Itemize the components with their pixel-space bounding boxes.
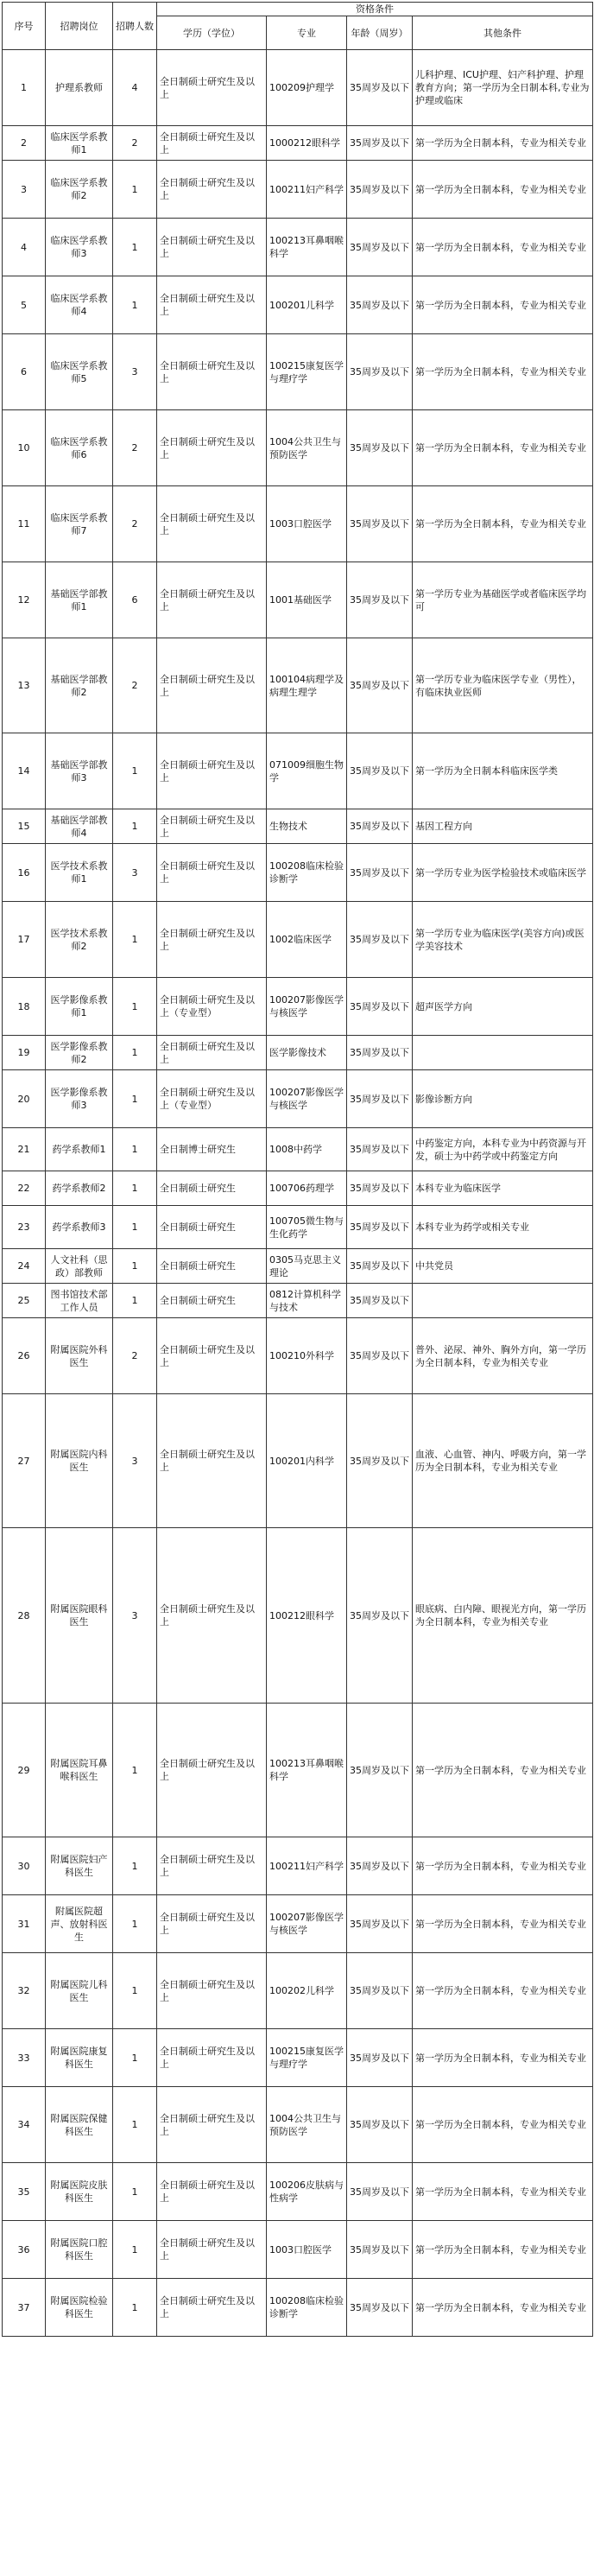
cell-education: 全日制硕士研究生及以上 — [157, 1837, 267, 1895]
table-row — [3, 1070, 593, 1128]
cell-position: 附属医院康复科医生 — [46, 2029, 113, 2087]
cell-education: 全日制硕士研究生及以上 — [157, 276, 267, 334]
table-row — [3, 562, 593, 638]
cell-count: 1 — [113, 1953, 157, 2029]
cell-education: 全日制硕士研究生及以上 — [157, 161, 267, 219]
table-row — [3, 1171, 593, 1206]
cell-count: 1 — [113, 1171, 157, 1206]
cell-count: 1 — [113, 1036, 157, 1070]
cell-seq: 31 — [3, 1895, 46, 1953]
cell-seq: 29 — [3, 1704, 46, 1837]
cell-seq: 1 — [3, 50, 46, 126]
cell-position: 附属医院耳鼻喉科医生 — [46, 1704, 113, 1837]
cell-education: 全日制硕士研究生及以上 — [157, 486, 267, 562]
cell-count: 3 — [113, 334, 157, 410]
table-row — [3, 1318, 593, 1394]
header-qualification-group: 资格条件 — [157, 3, 593, 16]
cell-age: 35周岁及以下 — [347, 2029, 413, 2087]
cell-other: 第一学历专业为临床医学专业（男性），有临床执业医师 — [413, 638, 593, 733]
cell-count: 1 — [113, 276, 157, 334]
cell-age: 35周岁及以下 — [347, 562, 413, 638]
cell-major: 生物技术 — [267, 809, 347, 844]
cell-education: 全日制硕士研究生及以上 — [157, 562, 267, 638]
cell-count: 1 — [113, 1249, 157, 1284]
cell-major: 100208临床检验诊断学 — [267, 2279, 347, 2337]
cell-major: 100215康复医学与理疗学 — [267, 334, 347, 410]
cell-major: 100206皮肤病与性病学 — [267, 2163, 347, 2221]
cell-other: 第一学历为全日制本科，专业为相关专业 — [413, 410, 593, 486]
header-other: 其他条件 — [413, 16, 593, 50]
cell-count: 1 — [113, 1837, 157, 1895]
cell-major: 100705微生物与生化药学 — [267, 1206, 347, 1249]
cell-seq: 3 — [3, 161, 46, 219]
cell-position: 附属医院眼科医生 — [46, 1528, 113, 1704]
cell-seq: 28 — [3, 1528, 46, 1704]
table-row — [3, 1528, 593, 1704]
cell-seq: 32 — [3, 1953, 46, 2029]
cell-position: 附属医院内科医生 — [46, 1394, 113, 1528]
cell-other: 眼底病、白内障、眼视光方向，第一学历为全日制本科，专业为相关专业 — [413, 1528, 593, 1704]
cell-count: 2 — [113, 638, 157, 733]
table-row — [3, 809, 593, 844]
cell-major: 100208临床检验诊断学 — [267, 844, 347, 902]
cell-seq: 30 — [3, 1837, 46, 1895]
cell-position: 临床医学系教师3 — [46, 219, 113, 276]
cell-position: 医学技术系教师2 — [46, 902, 113, 978]
cell-age: 35周岁及以下 — [347, 809, 413, 844]
cell-other: 第一学历为全日制本科，专业为相关专业 — [413, 276, 593, 334]
cell-position: 附属医院口腔科医生 — [46, 2221, 113, 2279]
cell-seq: 20 — [3, 1070, 46, 1128]
cell-major: 医学影像技术 — [267, 1036, 347, 1070]
header-seq: 序号 — [3, 3, 46, 50]
table-row — [3, 2221, 593, 2279]
cell-age: 35周岁及以下 — [347, 1171, 413, 1206]
cell-seq: 26 — [3, 1318, 46, 1394]
cell-position: 基础医学部教师1 — [46, 562, 113, 638]
cell-count: 2 — [113, 126, 157, 161]
cell-count: 4 — [113, 50, 157, 126]
cell-position: 药学系教师2 — [46, 1171, 113, 1206]
cell-position: 临床医学系教师1 — [46, 126, 113, 161]
table-row — [3, 1895, 593, 1953]
cell-count: 1 — [113, 2087, 157, 2163]
cell-education: 全日制硕士研究生及以上 — [157, 2029, 267, 2087]
cell-other: 第一学历为全日制本科，专业为相关专业 — [413, 1837, 593, 1895]
cell-other: 第一学历为全日制本科，专业为相关专业 — [413, 161, 593, 219]
cell-count: 1 — [113, 1704, 157, 1837]
cell-count: 1 — [113, 2279, 157, 2337]
cell-major: 1000212眼科学 — [267, 126, 347, 161]
table-row — [3, 1284, 593, 1318]
cell-education: 全日制硕士研究生及以上 — [157, 219, 267, 276]
cell-age: 35周岁及以下 — [347, 733, 413, 809]
cell-education: 全日制硕士研究生 — [157, 1249, 267, 1284]
table-row — [3, 1394, 593, 1528]
cell-major: 100706药理学 — [267, 1171, 347, 1206]
cell-age: 35周岁及以下 — [347, 219, 413, 276]
cell-education: 全日制硕士研究生 — [157, 1284, 267, 1318]
table-row — [3, 161, 593, 219]
cell-seq: 12 — [3, 562, 46, 638]
cell-age: 35周岁及以下 — [347, 1953, 413, 2029]
table-row — [3, 486, 593, 562]
cell-other: 影像诊断方向 — [413, 1070, 593, 1128]
cell-education: 全日制硕士研究生及以上 — [157, 2087, 267, 2163]
cell-other: 第一学历为全日制本科，专业为相关专业 — [413, 2087, 593, 2163]
cell-other: 本科专业为药学或相关专业 — [413, 1206, 593, 1249]
cell-seq: 35 — [3, 2163, 46, 2221]
cell-major: 100207影像医学与核医学 — [267, 1895, 347, 1953]
cell-position: 药学系教师1 — [46, 1128, 113, 1171]
cell-seq: 37 — [3, 2279, 46, 2337]
cell-position: 临床医学系教师6 — [46, 410, 113, 486]
cell-other: 第一学历为全日制本科，专业为相关专业 — [413, 219, 593, 276]
cell-other — [413, 1284, 593, 1318]
cell-education: 全日制硕士研究生及以上 — [157, 1036, 267, 1070]
cell-position: 医学影像系教师1 — [46, 978, 113, 1036]
recruitment-table-container — [2, 2, 592, 2337]
cell-seq: 24 — [3, 1249, 46, 1284]
cell-age: 35周岁及以下 — [347, 486, 413, 562]
cell-education: 全日制硕士研究生及以上 — [157, 410, 267, 486]
cell-count: 1 — [113, 161, 157, 219]
cell-education: 全日制博士研究生 — [157, 1128, 267, 1171]
cell-education: 全日制硕士研究生 — [157, 1206, 267, 1249]
cell-other: 第一学历为全日制本科，专业为相关专业 — [413, 1895, 593, 1953]
cell-other: 第一学历为全日制本科，专业为相关专业 — [413, 486, 593, 562]
cell-seq: 18 — [3, 978, 46, 1036]
cell-age: 35周岁及以下 — [347, 410, 413, 486]
cell-count: 1 — [113, 733, 157, 809]
cell-position: 医学影像系教师3 — [46, 1070, 113, 1128]
cell-age: 35周岁及以下 — [347, 978, 413, 1036]
cell-major: 071009细胞生物学 — [267, 733, 347, 809]
cell-other — [413, 1036, 593, 1070]
cell-major: 100211妇产科学 — [267, 161, 347, 219]
table-row — [3, 1128, 593, 1171]
cell-education: 全日制硕士研究生及以上 — [157, 638, 267, 733]
table-row — [3, 219, 593, 276]
cell-education: 全日制硕士研究生 — [157, 1171, 267, 1206]
cell-major: 1002临床医学 — [267, 902, 347, 978]
cell-count: 1 — [113, 1206, 157, 1249]
table-row — [3, 1249, 593, 1284]
cell-seq: 4 — [3, 219, 46, 276]
cell-major: 1003口腔医学 — [267, 2221, 347, 2279]
cell-age: 35周岁及以下 — [347, 2279, 413, 2337]
cell-position: 医学技术系教师1 — [46, 844, 113, 902]
cell-other: 第一学历为全日制本科，专业为相关专业 — [413, 126, 593, 161]
cell-count: 2 — [113, 410, 157, 486]
cell-major: 100104病理学及病理生理学 — [267, 638, 347, 733]
cell-major: 100213耳鼻咽喉科学 — [267, 1704, 347, 1837]
cell-count: 1 — [113, 809, 157, 844]
cell-count: 2 — [113, 486, 157, 562]
cell-major: 100201儿科学 — [267, 276, 347, 334]
cell-age: 35周岁及以下 — [347, 1895, 413, 1953]
cell-position: 附属医院外科医生 — [46, 1318, 113, 1394]
cell-major: 1003口腔医学 — [267, 486, 347, 562]
cell-position: 临床医学系教师7 — [46, 486, 113, 562]
cell-count: 1 — [113, 1284, 157, 1318]
cell-education: 全日制硕士研究生及以上 — [157, 733, 267, 809]
table-row — [3, 410, 593, 486]
cell-count: 3 — [113, 844, 157, 902]
cell-major: 100202儿科学 — [267, 1953, 347, 2029]
cell-seq: 33 — [3, 2029, 46, 2087]
cell-education: 全日制硕士研究生及以上 — [157, 844, 267, 902]
cell-major: 1004公共卫生与预防医学 — [267, 2087, 347, 2163]
cell-education: 全日制硕士研究生及以上 — [157, 1394, 267, 1528]
cell-education: 全日制硕士研究生及以上 — [157, 2221, 267, 2279]
cell-position: 附属医院保健科医生 — [46, 2087, 113, 2163]
cell-count: 1 — [113, 1070, 157, 1128]
cell-age: 35周岁及以下 — [347, 902, 413, 978]
cell-other: 血液、心血管、神内、呼吸方向，第一学历为全日制本科，专业为相关专业 — [413, 1394, 593, 1528]
cell-position: 护理系教师 — [46, 50, 113, 126]
cell-major: 0812计算机科学与技术 — [267, 1284, 347, 1318]
cell-other: 第一学历为全日制本科，专业为相关专业 — [413, 2279, 593, 2337]
cell-age: 35周岁及以下 — [347, 161, 413, 219]
cell-other: 第一学历专业为临床医学(美容方向)或医学美容技术 — [413, 902, 593, 978]
cell-position: 图书馆技术部工作人员 — [46, 1284, 113, 1318]
cell-seq: 36 — [3, 2221, 46, 2279]
cell-age: 35周岁及以下 — [347, 1128, 413, 1171]
cell-education: 全日制硕士研究生及以上 — [157, 902, 267, 978]
cell-education: 全日制硕士研究生及以上 — [157, 809, 267, 844]
cell-seq: 22 — [3, 1171, 46, 1206]
table-row — [3, 2163, 593, 2221]
cell-education: 全日制硕士研究生及以上 — [157, 1704, 267, 1837]
cell-age: 35周岁及以下 — [347, 1318, 413, 1394]
cell-position: 临床医学系教师4 — [46, 276, 113, 334]
cell-other: 第一学历为全日制本科，专业为相关专业 — [413, 2163, 593, 2221]
cell-seq: 23 — [3, 1206, 46, 1249]
cell-position: 附属医院皮肤科医生 — [46, 2163, 113, 2221]
table-row — [3, 2029, 593, 2087]
cell-major: 1004公共卫生与预防医学 — [267, 410, 347, 486]
cell-other: 基因工程方向 — [413, 809, 593, 844]
cell-age: 35周岁及以下 — [347, 2221, 413, 2279]
cell-age: 35周岁及以下 — [347, 1528, 413, 1704]
recruitment-table — [2, 2, 593, 2337]
cell-other: 中药鉴定方向，本科专业为中药资源与开发，硕士为中药学或中药鉴定方向 — [413, 1128, 593, 1171]
cell-seq: 2 — [3, 126, 46, 161]
cell-count: 1 — [113, 1128, 157, 1171]
cell-seq: 27 — [3, 1394, 46, 1528]
cell-major: 1008中药学 — [267, 1128, 347, 1171]
cell-count: 1 — [113, 978, 157, 1036]
cell-count: 1 — [113, 2029, 157, 2087]
cell-count: 1 — [113, 2163, 157, 2221]
table-row — [3, 2279, 593, 2337]
cell-education: 全日制硕士研究生及以上 — [157, 1895, 267, 1953]
cell-education: 全日制硕士研究生及以上 — [157, 1318, 267, 1394]
cell-seq: 16 — [3, 844, 46, 902]
cell-education: 全日制硕士研究生及以上 — [157, 334, 267, 410]
table-row — [3, 1953, 593, 2029]
cell-other: 第一学历为全日制本科，专业为相关专业 — [413, 2221, 593, 2279]
cell-count: 1 — [113, 1895, 157, 1953]
cell-seq: 19 — [3, 1036, 46, 1070]
cell-other: 第一学历为全日制本科，专业为相关专业 — [413, 1704, 593, 1837]
cell-other: 第一学历为全日制本科，专业为相关专业 — [413, 1953, 593, 2029]
cell-age: 35周岁及以下 — [347, 334, 413, 410]
cell-major: 100201内科学 — [267, 1394, 347, 1528]
cell-age: 35周岁及以下 — [347, 2163, 413, 2221]
cell-education: 全日制硕士研究生及以上 — [157, 1528, 267, 1704]
table-row — [3, 276, 593, 334]
cell-major: 100215康复医学与理疗学 — [267, 2029, 347, 2087]
cell-position: 医学影像系教师2 — [46, 1036, 113, 1070]
cell-education: 全日制硕士研究生及以上（专业型） — [157, 978, 267, 1036]
cell-age: 35周岁及以下 — [347, 126, 413, 161]
cell-seq: 34 — [3, 2087, 46, 2163]
cell-position: 基础医学部教师3 — [46, 733, 113, 809]
cell-other: 第一学历为全日制本科，专业为相关专业 — [413, 2029, 593, 2087]
cell-major: 100212眼科学 — [267, 1528, 347, 1704]
table-row — [3, 1837, 593, 1895]
cell-age: 35周岁及以下 — [347, 276, 413, 334]
cell-count: 1 — [113, 902, 157, 978]
cell-count: 6 — [113, 562, 157, 638]
cell-major: 100211妇产科学 — [267, 1837, 347, 1895]
cell-position: 药学系教师3 — [46, 1206, 113, 1249]
cell-age: 35周岁及以下 — [347, 1249, 413, 1284]
cell-other: 中共党员 — [413, 1249, 593, 1284]
cell-seq: 21 — [3, 1128, 46, 1171]
cell-seq: 11 — [3, 486, 46, 562]
cell-major: 100207影像医学与核医学 — [267, 1070, 347, 1128]
header-age: 年龄（周岁） — [347, 16, 413, 50]
table-row — [3, 50, 593, 126]
cell-position: 基础医学部教师4 — [46, 809, 113, 844]
cell-count: 1 — [113, 2221, 157, 2279]
cell-age: 35周岁及以下 — [347, 1284, 413, 1318]
cell-count: 3 — [113, 1528, 157, 1704]
cell-seq: 17 — [3, 902, 46, 978]
cell-seq: 25 — [3, 1284, 46, 1318]
cell-position: 临床医学系教师5 — [46, 334, 113, 410]
cell-other: 本科专业为临床医学 — [413, 1171, 593, 1206]
cell-age: 35周岁及以下 — [347, 2087, 413, 2163]
table-row — [3, 978, 593, 1036]
cell-seq: 14 — [3, 733, 46, 809]
cell-major: 100210外科学 — [267, 1318, 347, 1394]
header-education: 学历（学位） — [157, 16, 267, 50]
cell-age: 35周岁及以下 — [347, 1837, 413, 1895]
cell-major: 0305马克思主义理论 — [267, 1249, 347, 1284]
cell-education: 全日制硕士研究生及以上 — [157, 126, 267, 161]
cell-age: 35周岁及以下 — [347, 50, 413, 126]
cell-other: 第一学历专业为医学检验技术或临床医学 — [413, 844, 593, 902]
cell-position: 附属医院超声、放射科医生 — [46, 1895, 113, 1953]
cell-position: 人文社科（思政）部教师 — [46, 1249, 113, 1284]
cell-major: 100207影像医学与核医学 — [267, 978, 347, 1036]
header-major: 专业 — [267, 16, 347, 50]
cell-position: 附属医院检验科医生 — [46, 2279, 113, 2337]
cell-position: 附属医院儿科医生 — [46, 1953, 113, 2029]
cell-seq: 13 — [3, 638, 46, 733]
cell-seq: 10 — [3, 410, 46, 486]
cell-position: 临床医学系教师2 — [46, 161, 113, 219]
cell-other: 儿科护理、ICU护理、妇产科护理、护理教育方向；第一学历为全日制本科,专业为护理或临床 — [413, 50, 593, 126]
cell-age: 35周岁及以下 — [347, 844, 413, 902]
cell-age: 35周岁及以下 — [347, 1070, 413, 1128]
table-row — [3, 2087, 593, 2163]
cell-education: 全日制硕士研究生及以上 — [157, 2279, 267, 2337]
cell-seq: 15 — [3, 809, 46, 844]
table-row — [3, 1704, 593, 1837]
cell-age: 35周岁及以下 — [347, 1704, 413, 1837]
table-row — [3, 733, 593, 809]
table-row — [3, 1206, 593, 1249]
cell-education: 全日制硕士研究生及以上 — [157, 50, 267, 126]
cell-count: 1 — [113, 219, 157, 276]
cell-age: 35周岁及以下 — [347, 1206, 413, 1249]
cell-age: 35周岁及以下 — [347, 638, 413, 733]
cell-other: 超声医学方向 — [413, 978, 593, 1036]
header-position: 招聘岗位 — [46, 3, 113, 50]
cell-age: 35周岁及以下 — [347, 1036, 413, 1070]
cell-position: 基础医学部教师2 — [46, 638, 113, 733]
cell-education: 全日制硕士研究生及以上 — [157, 1953, 267, 2029]
cell-major: 100209护理学 — [267, 50, 347, 126]
cell-position: 附属医院妇产科医生 — [46, 1837, 113, 1895]
cell-education: 全日制硕士研究生及以上（专业型） — [157, 1070, 267, 1128]
cell-other: 第一学历专业为基础医学或者临床医学均可 — [413, 562, 593, 638]
cell-other: 第一学历为全日制本科，专业为相关专业 — [413, 334, 593, 410]
cell-count: 3 — [113, 1394, 157, 1528]
cell-education: 全日制硕士研究生及以上 — [157, 2163, 267, 2221]
cell-seq: 6 — [3, 334, 46, 410]
cell-major: 100213耳鼻咽喉科学 — [267, 219, 347, 276]
table-row — [3, 1036, 593, 1070]
table-row — [3, 334, 593, 410]
cell-other: 第一学历为全日制本科临床医学类 — [413, 733, 593, 809]
table-row — [3, 844, 593, 902]
cell-age: 35周岁及以下 — [347, 1394, 413, 1528]
table-row — [3, 902, 593, 978]
cell-other: 普外、泌尿、神外、胸外方向，第一学历为全日制本科，专业为相关专业 — [413, 1318, 593, 1394]
header-count: 招聘人数 — [113, 3, 157, 50]
cell-major: 1001基础医学 — [267, 562, 347, 638]
table-row — [3, 126, 593, 161]
table-row — [3, 638, 593, 733]
cell-seq: 5 — [3, 276, 46, 334]
table-body — [3, 50, 593, 2337]
cell-count: 2 — [113, 1318, 157, 1394]
